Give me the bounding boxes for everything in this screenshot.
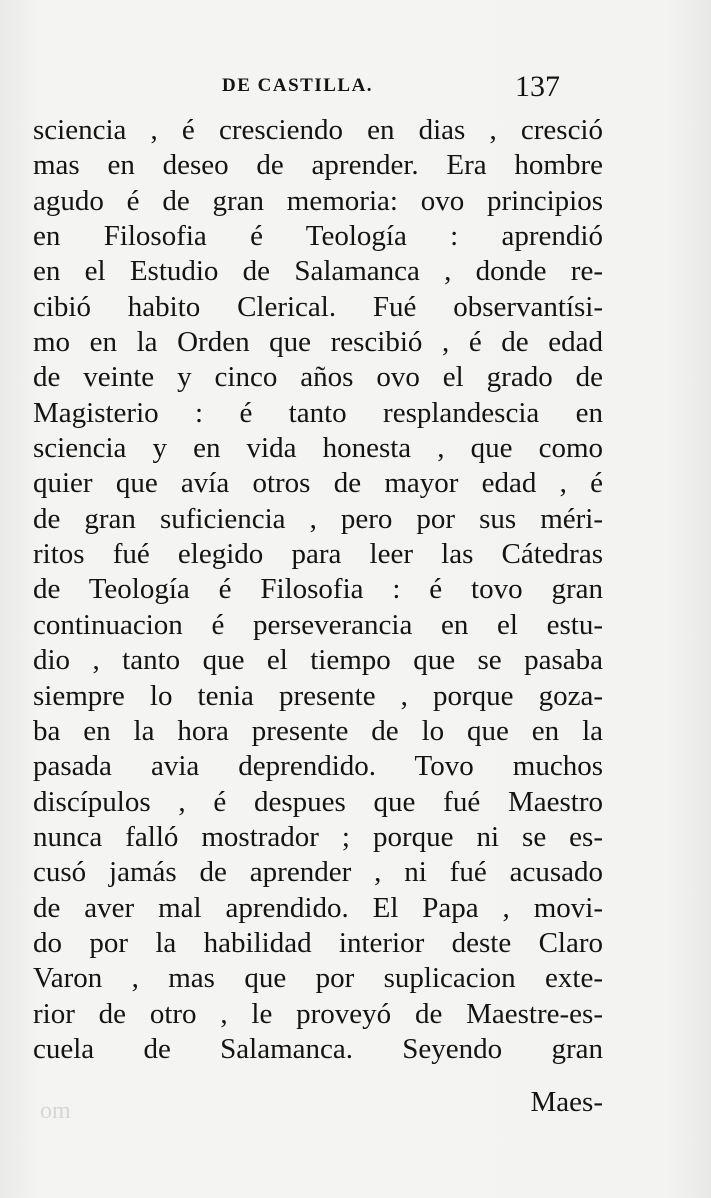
text-line: ba en la hora presente de lo que en la <box>33 714 603 747</box>
text-line: continuacion é perseverancia en el estu- <box>33 608 603 641</box>
text-line: de aver mal aprendido. El Papa , movi- <box>33 891 603 924</box>
text-line: ritos fué elegido para leer las Cátedras <box>33 538 603 571</box>
text-line: de veinte y cinco años ovo el grado de <box>33 361 603 394</box>
running-title: DE CASTILLA. <box>222 75 374 96</box>
text-line: en Filosofia é Teología : aprendió <box>33 220 603 253</box>
text-line: discípulos , é despues que fué Maestro <box>33 785 603 818</box>
text-line: sciencia y en vida honesta , que como <box>33 432 603 465</box>
text-line: pasada avia deprendido. Tovo muchos <box>33 750 603 783</box>
catchword: Maes- <box>530 1086 603 1118</box>
text-line: agudo é de gran memoria: ovo principios <box>33 184 603 217</box>
text-line: mas en deseo de aprender. Era hombre <box>33 149 603 182</box>
text-line: cuela de Salamanca. Seyendo gran <box>33 1032 603 1065</box>
text-line: siempre lo tenia presente , porque goza- <box>33 679 603 712</box>
text-line: sciencia , é cresciendo en dias , cresció <box>33 114 603 146</box>
text-line: nunca falló mostrador ; porque ni se es- <box>33 820 603 853</box>
text-line: Varon , mas que por suplicacion exte- <box>33 962 603 995</box>
text-line: dio , tanto que el tiempo que se pasaba <box>33 644 603 677</box>
body-text <box>33 113 603 1067</box>
text-line: de Teología é Filosofia : é tovo gran <box>33 573 603 606</box>
text-line: de gran suficiencia , pero por sus méri- <box>33 502 603 535</box>
text-line: cibió habito Clerical. Fué observantísi- <box>33 290 603 323</box>
text-line: en el Estudio de Salamanca , donde re- <box>33 255 603 288</box>
text-line: Magisterio : é tanto resplandescia en <box>33 396 603 429</box>
page-number: 137 <box>515 70 560 103</box>
running-head <box>0 72 711 106</box>
bleed-through-text: om <box>40 1098 71 1124</box>
text-line: do por la habilidad interior deste Claro <box>33 926 603 959</box>
text-line: mo en la Orden que rescibió , é de edad <box>33 326 603 359</box>
text-line: cusó jamás de aprender , ni fué acusado <box>33 856 603 889</box>
text-line: quier que avía otros de mayor edad , é <box>33 467 603 500</box>
text-line: rior de otro , le proveyó de Maestre-es- <box>33 997 603 1030</box>
